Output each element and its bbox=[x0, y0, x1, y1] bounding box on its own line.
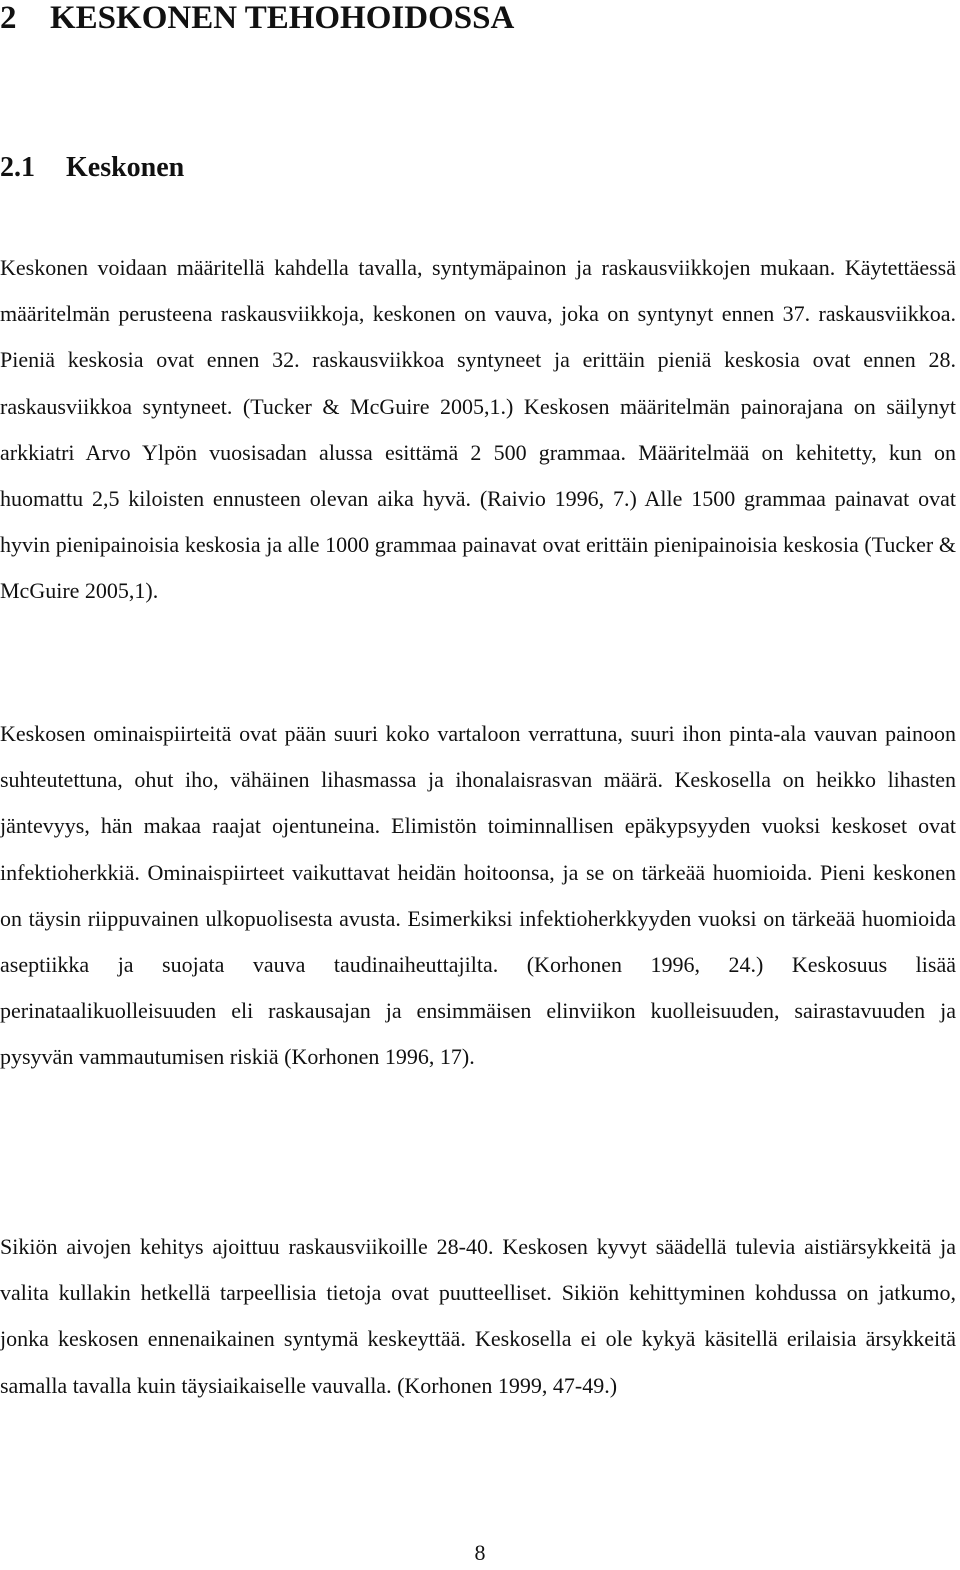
chapter-number: 2 bbox=[0, 0, 17, 36]
section-heading bbox=[0, 150, 184, 186]
chapter-title: KESKONEN TEHOHOIDOSSA bbox=[50, 0, 515, 36]
section-title: Keskonen bbox=[66, 152, 185, 183]
paragraph-definition: Keskonen voidaan määritellä kahdella tavalla, syntymäpainon ja raskausviikkojen mukaan. Käytettäessä määritelmän perusteena raskausviikkoja, keskonen on vauva, joka on syntynyt ennen 37. raskausviikkoa. Pieniä keskosia ovat ennen 32. raskausviikkoa syntyneet ja erittäin pieniä keskosia ovat ennen 28. raskausviikkoa syntyneet. (Tucker & McGuire 2005,1.) Keskosen määritelmän painorajana on säilynyt arkkiatri Arvo Ylpön vuosisadan alussa esittämä 2 500 grammaa. Määritelmää on kehitetty, kun on huomattu 2,5 kiloisten ennusteen olevan aika hyvä. (Raivio 1996, 7.) Alle 1500 grammaa painavat ovat hyvin pienipainoisia keskosia ja alle 1000 grammaa painavat ovat erittäin pienipainoisia keskosia (Tucker & McGuire 2005,1). bbox=[0, 255, 956, 604]
paragraph-brain-development: Sikiön aivojen kehitys ajoittuu raskausviikoille 28-40. Keskosen kyvyt säädellä tulevia aistiärsykkeitä ja valita kullakin hetkellä tarpeellisia tietoja ovat puutteelliset. Sikiön kehittyminen kohdussa on jatkumo, jonka keskosen ennenaikainen syntymä keskeyttää. Keskosella ei ole kykyä käsitellä erilaisia ärsykkeitä samalla tavalla kuin täysiaikaiselle vauvalla. (Korhonen 1999, 47-49.) bbox=[0, 1234, 956, 1398]
paragraph-characteristics: Keskosen ominaispiirteitä ovat pään suuri koko vartaloon verrattuna, suuri ihon pinta-ala vauvan painoon suhteutettuna, ohut iho, vähäinen lihasmassa ja ihonalaisrasvan määrä. Keskosella on heikko lihasten jäntevyys, hän makaa raajat ojentuneina. Elimistön toiminnallisen epäkypsyyden vuoksi keskoset ovat infektioherkkiä. Ominaispiirteet vaikuttavat heidän hoitoonsa, ja se on tärkeää huomioida. Pieni keskonen on täysin riippuvainen ulkopuolisesta avusta. Esimerkiksi infektioherkkyyden vuoksi on tärkeää huomioida aseptiikka ja suojata vauva taudinaiheuttajilta. (Korhonen 1996, 24.) Keskosuus lisää perinataalikuolleisuuden eli raskausajan ja ensimmäisen elinviikon kuolleisuuden, sairastavuuden ja pysyvän vammautumisen riskiä (Korhonen 1996, 17). bbox=[0, 721, 956, 1070]
page-number: 8 bbox=[474, 1540, 486, 1565]
chapter-heading bbox=[0, 0, 514, 38]
section-number: 2.1 bbox=[0, 152, 35, 183]
